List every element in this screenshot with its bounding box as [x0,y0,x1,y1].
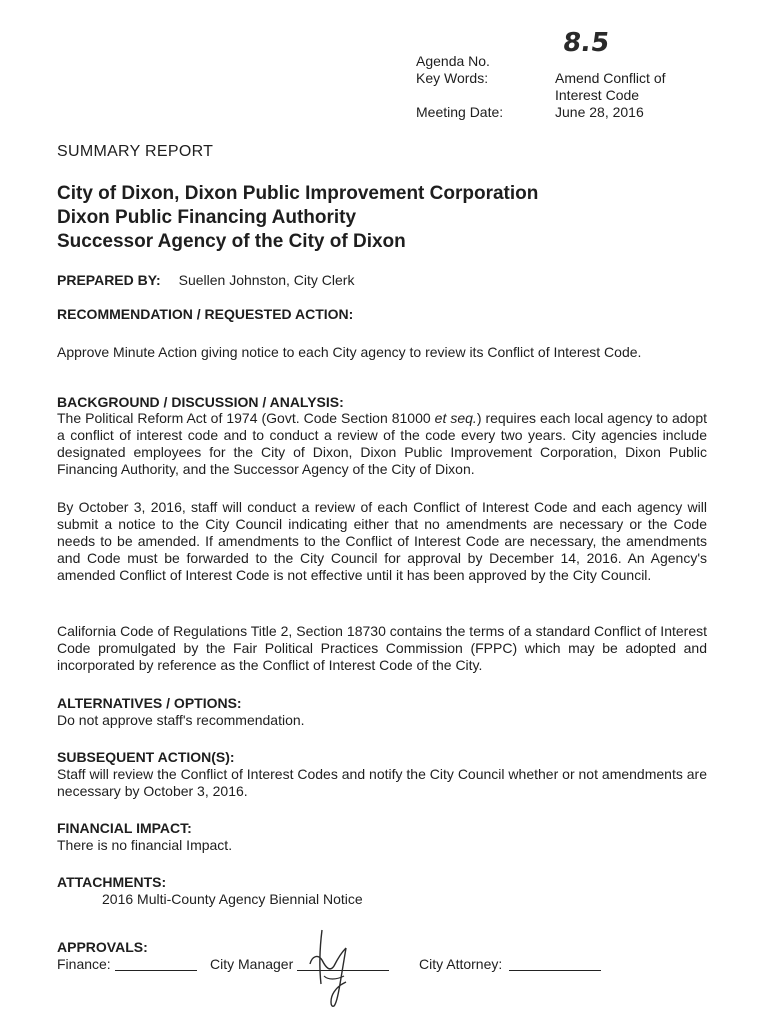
approvals-heading: APPROVALS: [57,939,148,955]
meeting-date-label: Meeting Date: [416,104,504,120]
city-attorney-label: City Attorney: [419,956,503,972]
subsequent-heading: SUBSEQUENT ACTION(S): [57,749,235,765]
meeting-date-value: June 28, 2016 [555,104,644,120]
background-paragraph-1 [57,410,707,478]
background-p1-italic: et seq. [434,410,477,426]
keywords-value-line1: Amend Conflict of [555,70,666,86]
alternatives-heading: ALTERNATIVES / OPTIONS: [57,695,242,711]
org-line-2: Dixon Public Financing Authority [57,207,357,228]
background-paragraph-3: California Code of Regulations Title 2, Section 18730 contains the terms of a standard Conflict of Interest Code promulgated by the Fair Political Practices Commission (FPPC) which may be adopted and incorporated by reference as the Conflict of Interest Code of the City. [57,623,707,673]
attachment-item: 2016 Multi-County Agency Biennial Notice [102,891,363,907]
background-p1-end: ) requires each local agency to adopt a conflict of interest code and to conduct a review of the code every two years. City agencies include designated employees for the City of Dixon, Dixon Public Improvement Corporation, Dixon Public Financing Authority, and the Successor Agency of the City of Dixon. [57,410,708,477]
approvals-row [57,956,717,976]
report-title: SUMMARY REPORT [57,143,214,160]
prepared-by-value: Suellen Johnston, City Clerk [178,272,355,288]
recommendation-heading: RECOMMENDATION / REQUESTED ACTION: [57,306,354,322]
prepared-by-row [57,272,354,288]
keywords-value-line2: Interest Code [555,87,640,103]
recommendation-text: Approve Minute Action giving notice to each City agency to review its Conflict of Interest Code. [57,344,642,360]
background-p1-start: The Political Reform Act of 1974 (Govt. Code Section 81000 [57,410,435,426]
attachments-heading: ATTACHMENTS: [57,874,167,890]
background-heading: BACKGROUND / DISCUSSION / ANALYSIS: [57,394,344,410]
financial-text: There is no financial Impact. [57,837,233,853]
subsequent-text: Staff will review the Conflict of Interest Codes and notify the City Council whether or not amendments are necessary by October 3, 2016. [57,766,707,799]
prepared-by-label: PREPARED BY: [57,272,161,288]
agenda-number: 8.5 [560,28,612,58]
finance-signature-line [115,956,197,971]
alternatives-text: Do not approve staff's recommendation. [57,712,305,728]
org-line-1: City of Dixon, Dixon Public Improvement Corporation [57,183,539,204]
city-attorney-signature-line [509,956,601,971]
background-paragraph-2: By October 3, 2016, staff will conduct a review of each Conflict of Interest Code and each agency will submit a notice to the City Council indicating either that no amendments are necessary or the Code needs to be amended. If amendments to the Conflict of Interest Code are necessary, the amendments and Code must be forwarded to the City Council for approval by December 14, 2016. An Agency's amended Conflict of Interest Code is not effective until it has been approved by the City Council. [57,499,707,583]
agenda-label: Agenda No. [416,53,490,69]
organization-block [57,182,538,254]
finance-label: Finance: [57,956,111,972]
city-manager-initials-signature [300,926,370,1010]
keywords-label: Key Words: [416,70,489,86]
org-line-3: Successor Agency of the City of Dixon [57,231,406,252]
financial-heading: FINANCIAL IMPACT: [57,820,192,836]
city-manager-label: City Manager [210,956,294,972]
